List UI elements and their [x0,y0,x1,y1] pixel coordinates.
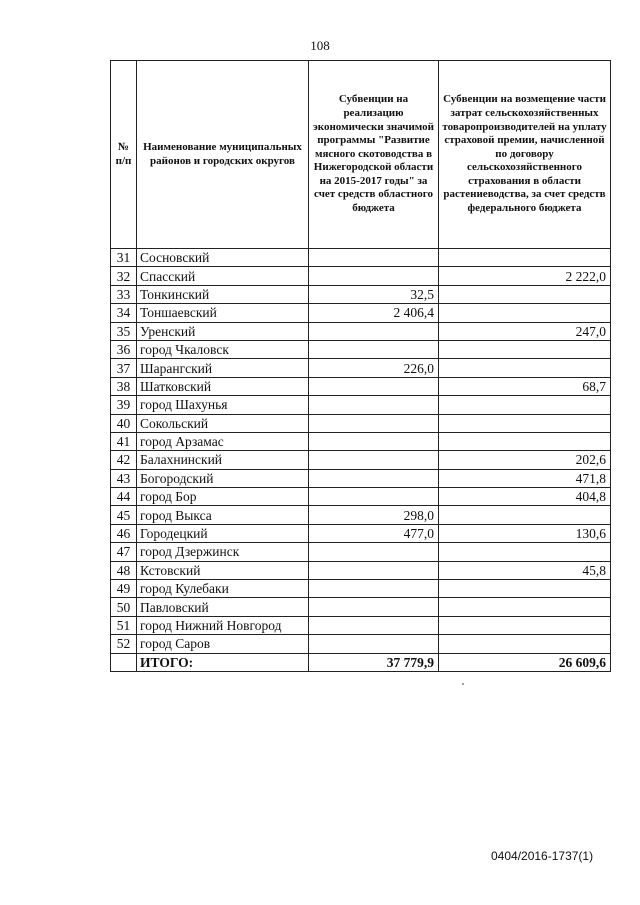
row-subsidy-b [439,506,611,524]
row-num: 32 [111,267,137,285]
document-code: 0404/2016-1737(1) [491,849,594,863]
row-subsidy-a [309,561,439,579]
row-subsidy-a [309,267,439,285]
row-subsidy-b [439,635,611,653]
row-subsidy-b [439,616,611,634]
row-name: город Бор [137,488,309,506]
row-num: 41 [111,432,137,450]
table-row [111,340,611,358]
row-subsidy-a [309,340,439,358]
row-num: 38 [111,377,137,395]
row-subsidy-a [309,322,439,340]
total-subsidy-b: 26 609,6 [439,653,611,671]
table-row [111,488,611,506]
row-num: 40 [111,414,137,432]
row-name: город Выкса [137,506,309,524]
row-subsidy-a [309,488,439,506]
row-subsidy-a [309,249,439,267]
table-row [111,285,611,303]
row-name: город Шахунья [137,396,309,414]
table-row [111,543,611,561]
subsidy-table [110,60,611,672]
row-num: 39 [111,396,137,414]
table-row [111,432,611,450]
row-name: Шатковский [137,377,309,395]
row-name: Кстовский [137,561,309,579]
row-name: Сосновский [137,249,309,267]
row-subsidy-b [439,580,611,598]
table-row [111,524,611,542]
row-name: Шарангский [137,359,309,377]
row-subsidy-b [439,304,611,322]
row-subsidy-b [439,359,611,377]
table-row [111,359,611,377]
row-subsidy-a [309,432,439,450]
row-subsidy-a [309,616,439,634]
row-subsidy-b: 247,0 [439,322,611,340]
row-subsidy-b [439,396,611,414]
table-row [111,561,611,579]
row-name: город Чкаловск [137,340,309,358]
row-name: город Дзержинск [137,543,309,561]
row-subsidy-b [439,414,611,432]
row-subsidy-b: 68,7 [439,377,611,395]
row-num: 52 [111,635,137,653]
row-subsidy-a: 298,0 [309,506,439,524]
table-row [111,322,611,340]
row-subsidy-b: 202,6 [439,451,611,469]
row-name: Балахнинский [137,451,309,469]
row-name: город Нижний Новгород [137,616,309,634]
header-name: Наименование муниципальных районов и городских округов [137,61,309,249]
row-num: 47 [111,543,137,561]
total-row [111,653,611,671]
row-num: 48 [111,561,137,579]
row-name: Павловский [137,598,309,616]
table-row [111,377,611,395]
row-num: 31 [111,249,137,267]
total-subsidy-a: 37 779,9 [309,653,439,671]
table-header-row [111,61,611,249]
row-subsidy-b: 404,8 [439,488,611,506]
row-num: 43 [111,469,137,487]
page-number: 108 [310,38,330,53]
row-subsidy-b: 471,8 [439,469,611,487]
table-row [111,396,611,414]
total-label: ИТОГО: [137,653,309,671]
row-subsidy-b [439,543,611,561]
row-num: 37 [111,359,137,377]
row-subsidy-a: 32,5 [309,285,439,303]
row-num: 50 [111,598,137,616]
table-row [111,616,611,634]
row-subsidy-b [439,432,611,450]
row-num: 45 [111,506,137,524]
row-name: Городецкий [137,524,309,542]
row-subsidy-a: 2 406,4 [309,304,439,322]
row-name: Сокольский [137,414,309,432]
row-name: Уренский [137,322,309,340]
row-subsidy-a: 226,0 [309,359,439,377]
row-subsidy-a [309,543,439,561]
row-subsidy-b [439,340,611,358]
table-row [111,267,611,285]
table-row [111,249,611,267]
row-subsidy-a: 477,0 [309,524,439,542]
row-subsidy-a [309,414,439,432]
row-subsidy-a [309,469,439,487]
table-row [111,414,611,432]
table-row [111,469,611,487]
row-subsidy-a [309,635,439,653]
table-row [111,635,611,653]
row-subsidy-a [309,396,439,414]
row-num: 35 [111,322,137,340]
total-num-cell [111,653,137,671]
row-num: 49 [111,580,137,598]
row-subsidy-b: 2 222,0 [439,267,611,285]
row-num: 51 [111,616,137,634]
row-name: Богородский [137,469,309,487]
table-body [111,249,611,672]
row-subsidy-a [309,580,439,598]
row-name: Тоншаевский [137,304,309,322]
header-num: № п/п [111,61,137,249]
row-num: 42 [111,451,137,469]
row-subsidy-a [309,377,439,395]
row-subsidy-b [439,285,611,303]
row-name: город Саров [137,635,309,653]
table-row [111,598,611,616]
row-subsidy-b [439,598,611,616]
header-subsidy-meat-cattle: Субвенции на реализацию экономически значимой программы "Развитие мясного скотоводства в Нижегородской области на 2015-2017 годы" за счет средств областного бюджета [309,61,439,249]
table-row [111,506,611,524]
row-num: 36 [111,340,137,358]
table-row [111,451,611,469]
row-subsidy-b [439,249,611,267]
row-num: 46 [111,524,137,542]
row-subsidy-a [309,598,439,616]
row-num: 33 [111,285,137,303]
row-subsidy-b: 130,6 [439,524,611,542]
row-name: город Кулебаки [137,580,309,598]
row-num: 44 [111,488,137,506]
row-subsidy-a [309,451,439,469]
row-num: 34 [111,304,137,322]
table-row [111,304,611,322]
row-name: Спасский [137,267,309,285]
row-name: город Арзамас [137,432,309,450]
row-subsidy-b: 45,8 [439,561,611,579]
row-name: Тонкинский [137,285,309,303]
scan-speck [462,683,464,685]
header-subsidy-insurance: Субвенции на возмещение части затрат сельскохозяйственных товаропроизводителей на уплату страховой премии, начисленной по договору сельскохозяйственного страхования в области растениеводства, за счет средств федерального бюджета [439,61,611,249]
table-row [111,580,611,598]
